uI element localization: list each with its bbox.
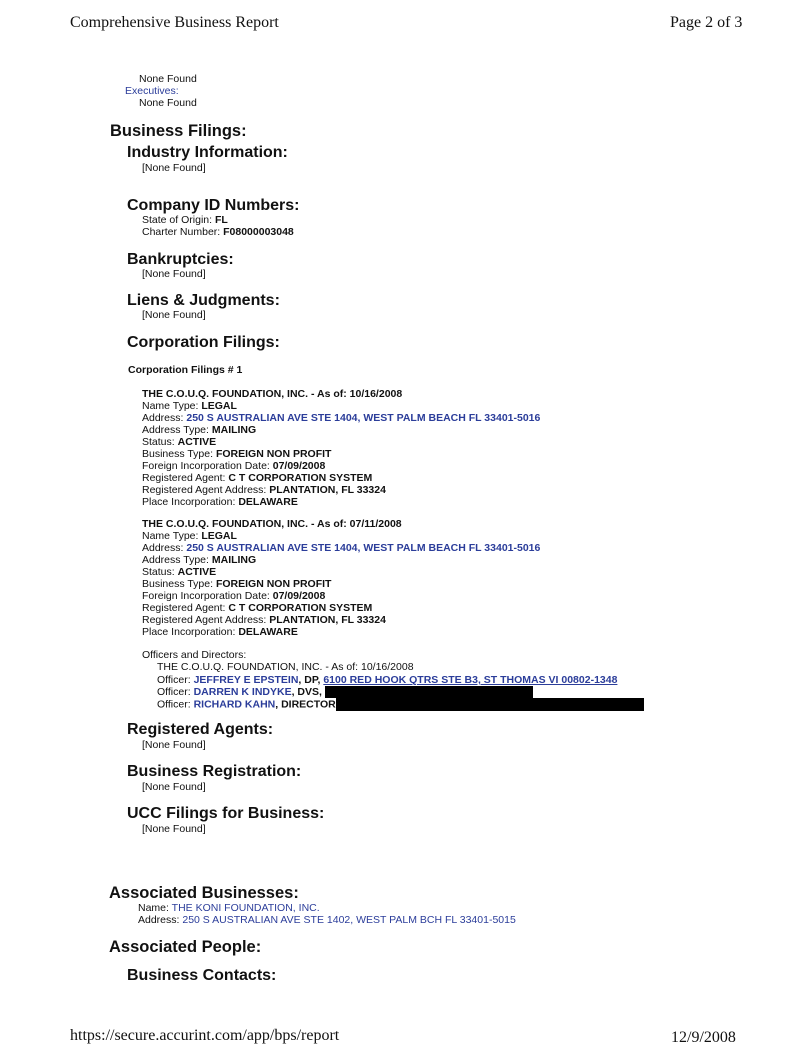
field-value: 07/09/2008: [272, 460, 326, 472]
field-label: Registered Agent Address:: [142, 614, 267, 626]
field-label: Name:: [138, 902, 169, 914]
field-label: Place Incorporation:: [142, 496, 236, 508]
field-label: Registered Agent Address:: [142, 484, 267, 496]
associated-business-name: [138, 902, 320, 914]
officer-label: Officer:: [157, 686, 191, 698]
registered-agents-value: [None Found]: [142, 739, 206, 751]
officer-name-link[interactable]: DARREN K INDYKE: [193, 686, 292, 698]
field-value: PLANTATION, FL 33324: [269, 484, 386, 496]
field-label: Address Type:: [142, 554, 209, 566]
bankruptcies-value: [None Found]: [142, 268, 206, 280]
redaction-bar: [325, 686, 533, 698]
field-label: Address:: [138, 914, 180, 926]
field-label: Address:: [142, 542, 184, 554]
officer-address-link[interactable]: 6100 RED HOOK QTRS STE B3, ST THOMAS VI 00802-1348: [323, 674, 618, 686]
charter-number-value: F08000003048: [223, 226, 294, 238]
industry-information-heading: Industry Information:: [127, 144, 288, 161]
field-label: Business Type:: [142, 448, 214, 460]
officer-role: , DIRECTOR: [275, 698, 336, 711]
field-value: DELAWARE: [238, 496, 298, 508]
field-value: LEGAL: [201, 530, 237, 542]
officer-label: Officer:: [157, 674, 191, 686]
officer-name-link[interactable]: JEFFREY E EPSTEIN: [193, 674, 299, 686]
liens-heading: Liens & Judgments:: [127, 292, 280, 309]
officers-asof: THE C.O.U.Q. FOUNDATION, INC. - As of: 10/16/2008: [157, 661, 414, 673]
field-label: Business Type:: [142, 578, 214, 590]
field-label: Registered Agent:: [142, 472, 226, 484]
field-label: Foreign Incorporation Date:: [142, 460, 270, 472]
corporation-filings-number: Corporation Filings # 1: [128, 364, 243, 376]
field-label: Name Type:: [142, 400, 199, 412]
field-value: C T CORPORATION SYSTEM: [228, 602, 373, 614]
filing-record: [142, 518, 540, 638]
filing-field: [142, 530, 540, 542]
field-value: FOREIGN NON PROFIT: [215, 448, 332, 460]
officers-heading: Officers and Directors:: [142, 649, 247, 661]
filing-field: [142, 448, 540, 460]
none-found-text: None Found: [139, 73, 197, 85]
filing-field: [142, 424, 540, 436]
filing-field: [142, 626, 540, 638]
field-value: C T CORPORATION SYSTEM: [228, 472, 373, 484]
filing-record: [142, 388, 540, 508]
field-label: Name Type:: [142, 530, 199, 542]
filing-name: THE C.O.U.Q. FOUNDATION, INC. - As of: 07/11/2008: [142, 518, 402, 530]
officer-row: [157, 674, 617, 686]
filing-field: [142, 566, 540, 578]
filing-field: [142, 542, 540, 554]
field-label: Place Incorporation:: [142, 626, 236, 638]
state-of-origin-value: FL: [214, 214, 228, 226]
filing-name: THE C.O.U.Q. FOUNDATION, INC. - As of: 10/16/2008: [142, 388, 403, 400]
field-label: Address:: [142, 412, 184, 424]
liens-value: [None Found]: [142, 309, 206, 321]
officer-label: Officer:: [157, 698, 191, 711]
field-label: Address Type:: [142, 424, 209, 436]
ucc-filings-heading: UCC Filings for Business:: [127, 805, 325, 822]
field-value: 07/09/2008: [272, 590, 326, 602]
address-link[interactable]: 250 S AUSTRALIAN AVE STE 1404, WEST PALM BEACH FL 33401-5016: [186, 542, 541, 554]
associated-business-address: [138, 914, 516, 926]
address-link[interactable]: 250 S AUSTRALIAN AVE STE 1404, WEST PALM BEACH FL 33401-5016: [186, 412, 541, 424]
field-value: PLANTATION, FL 33324: [269, 614, 386, 626]
associated-people-heading: Associated People:: [109, 938, 262, 956]
filing-field: [142, 472, 540, 484]
filing-field: [142, 412, 540, 424]
field-value: MAILING: [211, 554, 257, 566]
filing-field: [142, 614, 540, 626]
associated-business-address-link[interactable]: 250 S AUSTRALIAN AVE STE 1402, WEST PALM BCH FL 33401-5015: [182, 914, 516, 926]
field-value: ACTIVE: [177, 436, 217, 448]
officer-role: , DVS,: [291, 686, 325, 698]
footer-url: https://secure.accurint.com/app/bps/report: [70, 1027, 340, 1044]
field-value: ACTIVE: [177, 566, 217, 578]
field-value: MAILING: [211, 424, 257, 436]
filing-field: [142, 554, 540, 566]
ucc-filings-value: [None Found]: [142, 823, 206, 835]
officer-role: , DP,: [298, 674, 324, 686]
field-label: Status:: [142, 436, 175, 448]
officer-row: [157, 698, 644, 711]
officer-row: [157, 686, 533, 698]
filing-field: [142, 578, 540, 590]
filing-field: [142, 400, 540, 412]
filing-field: [142, 484, 540, 496]
registered-agents-heading: Registered Agents:: [127, 721, 274, 738]
corporation-filings-heading: Corporation Filings:: [127, 334, 280, 351]
field-label: Foreign Incorporation Date:: [142, 590, 270, 602]
charter-number: [142, 226, 294, 238]
business-registration-value: [None Found]: [142, 781, 206, 793]
filing-field: [142, 496, 540, 508]
executives-label: Executives:: [125, 85, 179, 97]
business-filings-heading: Business Filings:: [110, 122, 247, 140]
field-value: LEGAL: [201, 400, 237, 412]
footer-date: 12/9/2008: [671, 1029, 736, 1046]
associated-businesses-heading: Associated Businesses:: [109, 884, 299, 902]
field-label: Status:: [142, 566, 175, 578]
state-of-origin: [142, 214, 228, 226]
business-registration-heading: Business Registration:: [127, 763, 302, 780]
field-value: FOREIGN NON PROFIT: [215, 578, 332, 590]
officer-name-link[interactable]: RICHARD KAHN: [193, 698, 276, 711]
industry-value: [None Found]: [142, 162, 206, 174]
filing-field: [142, 436, 540, 448]
charter-number-label: Charter Number:: [142, 226, 221, 238]
state-of-origin-label: State of Origin:: [142, 214, 213, 226]
field-label: Registered Agent:: [142, 602, 226, 614]
filing-field: [142, 602, 540, 614]
field-value: DELAWARE: [238, 626, 298, 638]
bankruptcies-heading: Bankruptcies:: [127, 251, 234, 268]
page-number: Page 2 of 3: [670, 14, 743, 31]
report-title: Comprehensive Business Report: [70, 14, 279, 31]
associated-business-name-link[interactable]: THE KONI FOUNDATION, INC.: [171, 902, 320, 914]
none-found-text: None Found: [139, 97, 197, 109]
company-id-heading: Company ID Numbers:: [127, 197, 300, 214]
filing-field: [142, 590, 540, 602]
filing-field: [142, 460, 540, 472]
redaction-bar: [336, 698, 644, 711]
business-contacts-heading: Business Contacts:: [127, 967, 277, 984]
